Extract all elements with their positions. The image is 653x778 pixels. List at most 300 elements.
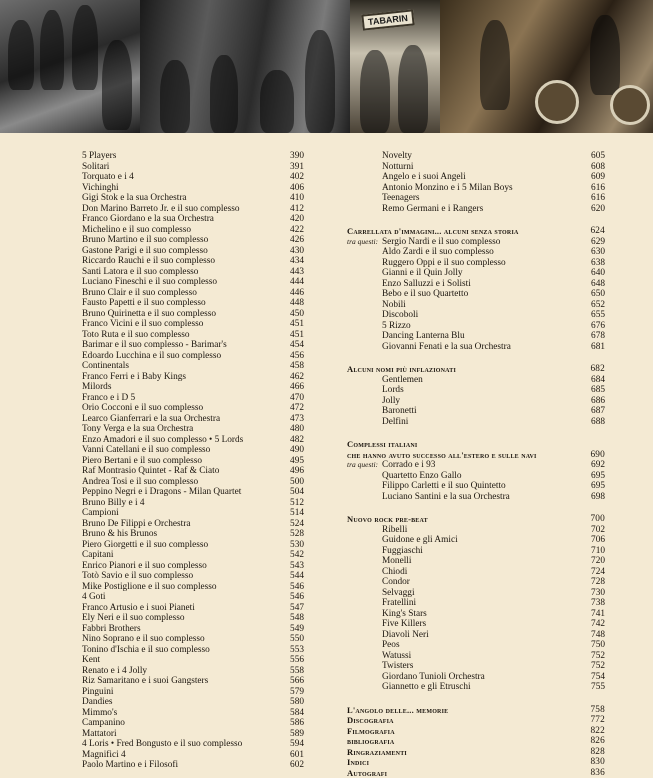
entry-title: Giannetto e gli Etruschi [382,682,471,693]
toc-entry[interactable] [82,235,304,246]
entry-page: 420 [290,214,304,225]
entry-page: 750 [591,640,605,651]
entry-title: Tony Verga e la sua Orchestra [82,424,193,434]
entry-page: 698 [591,492,605,503]
toc-entry[interactable] [82,309,304,320]
toc-entry[interactable] [347,183,605,194]
toc-entry[interactable] [82,267,304,278]
section-page: 758 [590,705,605,716]
toc-entry[interactable] [82,256,304,267]
entry-page: 580 [290,697,304,708]
toc-entry[interactable] [82,361,304,372]
entry-page: 548 [290,613,304,624]
entry-title: Antonio Monzino e i 5 Milan Boys [382,183,513,194]
entry-page: 402 [290,172,304,183]
section-title: che hanno avuto successo all'estero e sulle navi [347,450,537,460]
entry-page: 458 [290,361,304,372]
entry-page: 687 [591,406,605,417]
toc-entry[interactable] [347,619,605,630]
toc-entry[interactable] [82,708,304,719]
entry-title: Continentals [82,361,129,371]
section-heading[interactable] [347,768,605,778]
toc-entry[interactable] [347,204,605,215]
toc-entry[interactable] [347,279,605,290]
entry-page: 495 [290,456,304,467]
entry-page: 730 [591,588,605,599]
section-spacer [347,502,605,514]
entry-page: 444 [290,277,304,288]
entry-page: 728 [591,577,605,588]
toc-entry[interactable] [347,481,605,492]
entry-prefix: tra questi: [347,460,378,471]
entry-page: 676 [591,321,605,332]
entry-title: Franco Giordano e la sua Orchestra [82,214,214,224]
entry-page: 741 [591,609,605,620]
toc-entry[interactable] [82,193,304,204]
entry-title: Franco Vicini e il suo complesso [82,319,203,329]
entry-page: 558 [290,666,304,677]
section-title: Nuovo rock pre-beat [347,514,428,524]
entry-page: 608 [591,162,605,173]
entry-title: Aldo Zardi e il suo complesso [382,247,494,258]
entry-page: 681 [591,342,605,353]
toc-entry[interactable] [82,519,304,530]
entry-page: 456 [290,351,304,362]
entry-title: Guidone e gli Amici [382,535,458,546]
toc-entry[interactable] [82,676,304,687]
toc-entry[interactable] [82,277,304,288]
toc-entry[interactable] [82,435,304,446]
entry-title: Tonino d'Ischia e il suo complesso [82,645,210,655]
toc-entry[interactable] [82,445,304,456]
section-heading[interactable] [347,439,605,450]
entry-title: Notturni [382,162,414,173]
entry-page: 451 [290,330,304,341]
section-title: Carrellata d'immagini... alcuni senza storia [347,226,519,236]
entry-title: Five Killers [382,619,426,630]
entry-page: 638 [591,258,605,269]
section-heading[interactable] [347,514,605,525]
section-heading[interactable] [347,705,605,716]
toc-entry[interactable] [82,351,304,362]
entry-title: Chiodi [382,567,407,578]
toc-entry[interactable] [82,183,304,194]
toc-entry[interactable] [347,640,605,651]
toc-entry[interactable] [82,393,304,404]
toc-entry[interactable] [82,550,304,561]
entry-page: 630 [591,247,605,258]
toc-entry[interactable] [82,403,304,414]
entry-page: 692 [591,460,605,471]
toc-entry[interactable] [82,508,304,519]
entry-page: 724 [591,567,605,578]
entry-page: 720 [591,556,605,567]
entry-page: 706 [591,535,605,546]
entry-page: 542 [290,550,304,561]
entry-page: 710 [591,546,605,557]
entry-page: 616 [591,193,605,204]
toc-entry[interactable] [82,214,304,225]
section-heading[interactable] [347,226,605,237]
entry-page: 742 [591,619,605,630]
entry-page: 410 [290,193,304,204]
entry-page: 462 [290,372,304,383]
entry-title: Giovanni Fenati e la sua Orchestra [382,342,511,353]
toc-entry[interactable] [82,760,304,771]
toc-entry[interactable] [347,342,605,353]
band-photo-1 [0,0,140,133]
entry-title: Kent [82,655,100,665]
entry-page: 547 [290,603,304,614]
entry-page: 524 [290,519,304,530]
entry-page: 601 [290,750,304,761]
toc-entry[interactable] [347,471,605,482]
entry-page: 684 [591,375,605,386]
entry-title: Teenagers [382,193,420,204]
toc-entry[interactable] [82,414,304,425]
toc-entry[interactable] [347,682,605,693]
toc-entry[interactable] [347,300,605,311]
toc-entry[interactable] [347,661,605,672]
entry-title: Enrico Pianori e il suo complesso [82,561,207,571]
section-heading[interactable] [347,726,605,737]
toc-entry[interactable] [82,340,304,351]
entry-page: 500 [290,477,304,488]
toc-entry[interactable] [347,162,605,173]
section-page: 624 [590,226,605,237]
toc-entry[interactable] [347,651,605,662]
entry-page: 434 [290,256,304,267]
entry-page: 584 [290,708,304,719]
entry-page: 470 [290,393,304,404]
toc-entry[interactable] [347,375,605,386]
entry-page: 566 [290,676,304,687]
toc-entry[interactable] [82,298,304,309]
section-title: Indici [347,757,369,767]
entry-page: 688 [591,417,605,428]
toc-entry[interactable] [347,247,605,258]
entry-title: Filippo Carletti e il suo Quintetto [382,481,506,492]
entry-page: 754 [591,672,605,683]
toc-entry[interactable] [82,319,304,330]
entry-page: 652 [591,300,605,311]
entry-title: Piero Bertani e il suo complesso [82,456,202,466]
entry-title: Bruno Quirinetta e il suo complesso [82,309,216,319]
entry-title: Bebo e il suo Quartetto [382,289,468,300]
entry-title: Magnifici 4 [82,750,126,760]
band-photo-4 [440,0,653,133]
toc-entry[interactable] [82,729,304,740]
entry-title: Selvaggi [382,588,415,599]
entry-title: Jolly [382,396,400,407]
toc-entry[interactable] [82,582,304,593]
entry-title: Bruno Billy e i 4 [82,498,145,508]
entry-page: 450 [290,309,304,320]
entry-page: 640 [591,268,605,279]
toc-entry[interactable] [347,492,605,503]
entry-page: 544 [290,571,304,582]
entry-prefix: tra questi: [347,237,378,248]
entry-page: 589 [290,729,304,740]
entry-page: 602 [290,760,304,771]
entry-title: Ribelli [382,525,407,536]
entry-page: 482 [290,435,304,446]
toc-entry[interactable] [82,288,304,299]
toc-entry[interactable] [82,456,304,467]
toc-entry[interactable] [347,237,605,248]
toc-entry[interactable] [82,634,304,645]
entry-title: 5 Rizzo [382,321,411,332]
entry-page: 546 [290,592,304,603]
toc-entry[interactable] [82,382,304,393]
section-page: 772 [590,715,605,726]
toc-entry[interactable] [347,567,605,578]
toc-entry[interactable] [347,546,605,557]
toc-entry[interactable] [82,487,304,498]
toc-entry[interactable] [82,529,304,540]
toc-entry[interactable] [82,750,304,761]
entry-page: 549 [290,624,304,635]
toc-entry[interactable] [347,268,605,279]
toc-entry[interactable] [347,672,605,683]
entry-title: Dancing Lanterna Blu [382,331,465,342]
entry-title: Delfini [382,417,408,428]
entry-page: 496 [290,466,304,477]
entry-title: Nino Soprano e il suo complesso [82,634,205,644]
entry-page: 629 [591,237,605,248]
section-page: 682 [590,364,605,375]
entry-title: Monelli [382,556,411,567]
toc-entry[interactable] [82,424,304,435]
entry-title: Michelino e il suo complesso [82,225,191,235]
toc-entry[interactable] [347,289,605,300]
entry-title: Sergio Nardi e il suo complesso [382,237,500,248]
section-page: 690 [590,450,605,461]
entry-title: Renato e i 4 Jolly [82,666,147,676]
toc-entry[interactable] [347,525,605,536]
toc-entry[interactable] [347,193,605,204]
band-photo-2 [140,0,350,133]
toc-entry[interactable] [347,588,605,599]
toc-entry[interactable] [347,396,605,407]
section-page: 830 [590,757,605,768]
entry-page: 472 [290,403,304,414]
entry-page: 430 [290,246,304,257]
section-title: Ringraziamenti [347,747,407,757]
entry-title: Luciano Fineschi e il suo complesso [82,277,217,287]
entry-title: Raf Montrasio Quintet - Raf & Ciato [82,466,219,476]
entry-title: Ely Neri e il suo complesso [82,613,185,623]
entry-title: Ruggero Oppi e il suo complesso [382,258,506,269]
toc-entry[interactable] [82,571,304,582]
section-heading[interactable] [347,747,605,758]
entry-title: Bruno Martino e il suo complesso [82,235,208,245]
toc-entry[interactable] [347,535,605,546]
entry-title: Gigi Stok e la sua Orchestra [82,193,187,203]
entry-page: 550 [290,634,304,645]
entry-page: 752 [591,661,605,672]
entry-title: Enzo Amadori e il suo complesso • 5 Lords [82,435,243,445]
entry-page: 655 [591,310,605,321]
toc-entry[interactable] [82,592,304,603]
toc-entry[interactable] [82,666,304,677]
section-page: 700 [590,514,605,525]
entry-title: Franco Ferri e i Baby Kings [82,372,186,382]
entry-title: Gastone Parigi e il suo complesso [82,246,208,256]
entry-title: Gentlemen [382,375,423,386]
toc-entry[interactable] [347,310,605,321]
toc-entry[interactable] [82,225,304,236]
toc-entry[interactable] [82,645,304,656]
entry-title: Fausto Papetti e il suo complesso [82,298,206,308]
toc-entry[interactable] [82,540,304,551]
entry-page: 678 [591,331,605,342]
entry-title: Paolo Martino e i Filosofi [82,760,178,770]
toc-entry[interactable] [82,498,304,509]
entry-page: 454 [290,340,304,351]
section-title: Discografia [347,715,394,725]
entry-page: 422 [290,225,304,236]
toc-left-column [82,151,304,771]
entry-title: Barimar e il suo complesso - Barimar's [82,340,227,350]
entry-title: Don Marino Barreto Jr. e il suo complesso [82,204,240,214]
entry-page: 451 [290,319,304,330]
entry-title: Pinguini [82,687,114,697]
entry-title: 4 Loris • Fred Bongusto e il suo complesso [82,739,242,749]
entry-page: 426 [290,235,304,246]
toc-entry[interactable] [82,561,304,572]
entry-page: 512 [290,498,304,509]
toc-entry[interactable] [82,162,304,173]
section-title: Alcuni nomi più inflazionati [347,364,456,374]
section-title: Autografi [347,768,387,778]
entry-page: 605 [591,151,605,162]
toc-entry[interactable] [347,258,605,269]
toc-entry[interactable] [82,172,304,183]
entry-page: 685 [591,385,605,396]
toc-entry[interactable] [347,385,605,396]
entry-title: Dandies [82,697,112,707]
toc-entry[interactable] [82,246,304,257]
entry-title: Vichinghi [82,183,119,193]
entry-title: Piero Giorgetti e il suo complesso [82,540,208,550]
entry-title: Fratellini [382,598,416,609]
section-spacer [347,214,605,226]
toc-entry[interactable] [347,609,605,620]
toc-entry[interactable] [82,624,304,635]
section-heading[interactable] [347,757,605,768]
entry-page: 514 [290,508,304,519]
section-title: L'angolo delle... memorie [347,705,448,715]
entry-page: 490 [290,445,304,456]
toc-entry[interactable] [347,598,605,609]
entry-title: Fuggiaschi [382,546,423,557]
entry-title: Totò Savio e il suo complesso [82,571,193,581]
entry-title: Solitari [82,162,109,172]
toc-entry[interactable] [82,330,304,341]
entry-title: Mike Postiglione e il suo complesso [82,582,217,592]
toc-entry[interactable] [347,417,605,428]
entry-title: Edoardo Lucchina e il suo complesso [82,351,221,361]
toc-entry[interactable] [82,718,304,729]
toc-entry[interactable] [347,321,605,332]
band-photo-3 [350,0,440,133]
entry-page: 390 [290,151,304,162]
entry-page: 586 [290,718,304,729]
entry-title: Riz Samaritano e i suoi Gangsters [82,676,208,686]
entry-title: Discoboli [382,310,418,321]
toc-entry[interactable] [82,603,304,614]
entry-page: 528 [290,529,304,540]
entry-page: 609 [591,172,605,183]
entry-page: 391 [290,162,304,173]
entry-title: Bruno & his Brunos [82,529,157,539]
toc-entry[interactable] [82,477,304,488]
entry-page: 543 [290,561,304,572]
toc-entry[interactable] [347,331,605,342]
entry-page: 686 [591,396,605,407]
toc-entry[interactable] [82,372,304,383]
entry-title: Giordano Tunioli Orchestra [382,672,485,683]
toc-entry[interactable] [82,655,304,666]
photo-strip [0,0,653,133]
entry-title: Peos [382,640,400,651]
entry-title: Condor [382,577,410,588]
entry-title: Milords [82,382,111,392]
entry-page: 412 [290,204,304,215]
entry-title: Vanni Catellani e il suo complesso [82,445,210,455]
section-page: 826 [590,736,605,747]
toc-entry[interactable] [347,556,605,567]
section-heading[interactable] [347,736,605,747]
entry-page: 556 [290,655,304,666]
toc-entry[interactable] [347,151,605,162]
entry-page: 579 [290,687,304,698]
toc-entry[interactable] [82,697,304,708]
entry-title: Campanino [82,718,125,728]
entry-page: 752 [591,651,605,662]
entry-title: Capitani [82,550,114,560]
entry-title: Franco e i D 5 [82,393,135,403]
toc-right-column [347,151,605,778]
section-spacer [347,427,605,439]
toc-entry[interactable] [347,460,605,471]
section-page: 822 [590,726,605,737]
entry-page: 446 [290,288,304,299]
entry-page: 748 [591,630,605,641]
entry-title: Gianni e il Quin Jolly [382,268,463,279]
toc-entry[interactable] [82,151,304,162]
entry-page: 406 [290,183,304,194]
entry-page: 504 [290,487,304,498]
entry-title: King's Stars [382,609,427,620]
toc-entry[interactable] [347,630,605,641]
section-heading[interactable] [347,450,605,461]
toc-entry[interactable] [82,687,304,698]
entry-page: 553 [290,645,304,656]
entry-title: Fabbri Brothers [82,624,141,634]
section-heading[interactable] [347,364,605,375]
entry-title: Learco Gianferrari e la sua Orchestra [82,414,220,424]
section-heading[interactable] [347,715,605,726]
toc-entry[interactable] [347,406,605,417]
toc-entry[interactable] [82,466,304,477]
toc-entry[interactable] [82,739,304,750]
toc-entry[interactable] [82,613,304,624]
toc-entry[interactable] [82,204,304,215]
toc-entry[interactable] [347,172,605,183]
toc-entry[interactable] [347,577,605,588]
